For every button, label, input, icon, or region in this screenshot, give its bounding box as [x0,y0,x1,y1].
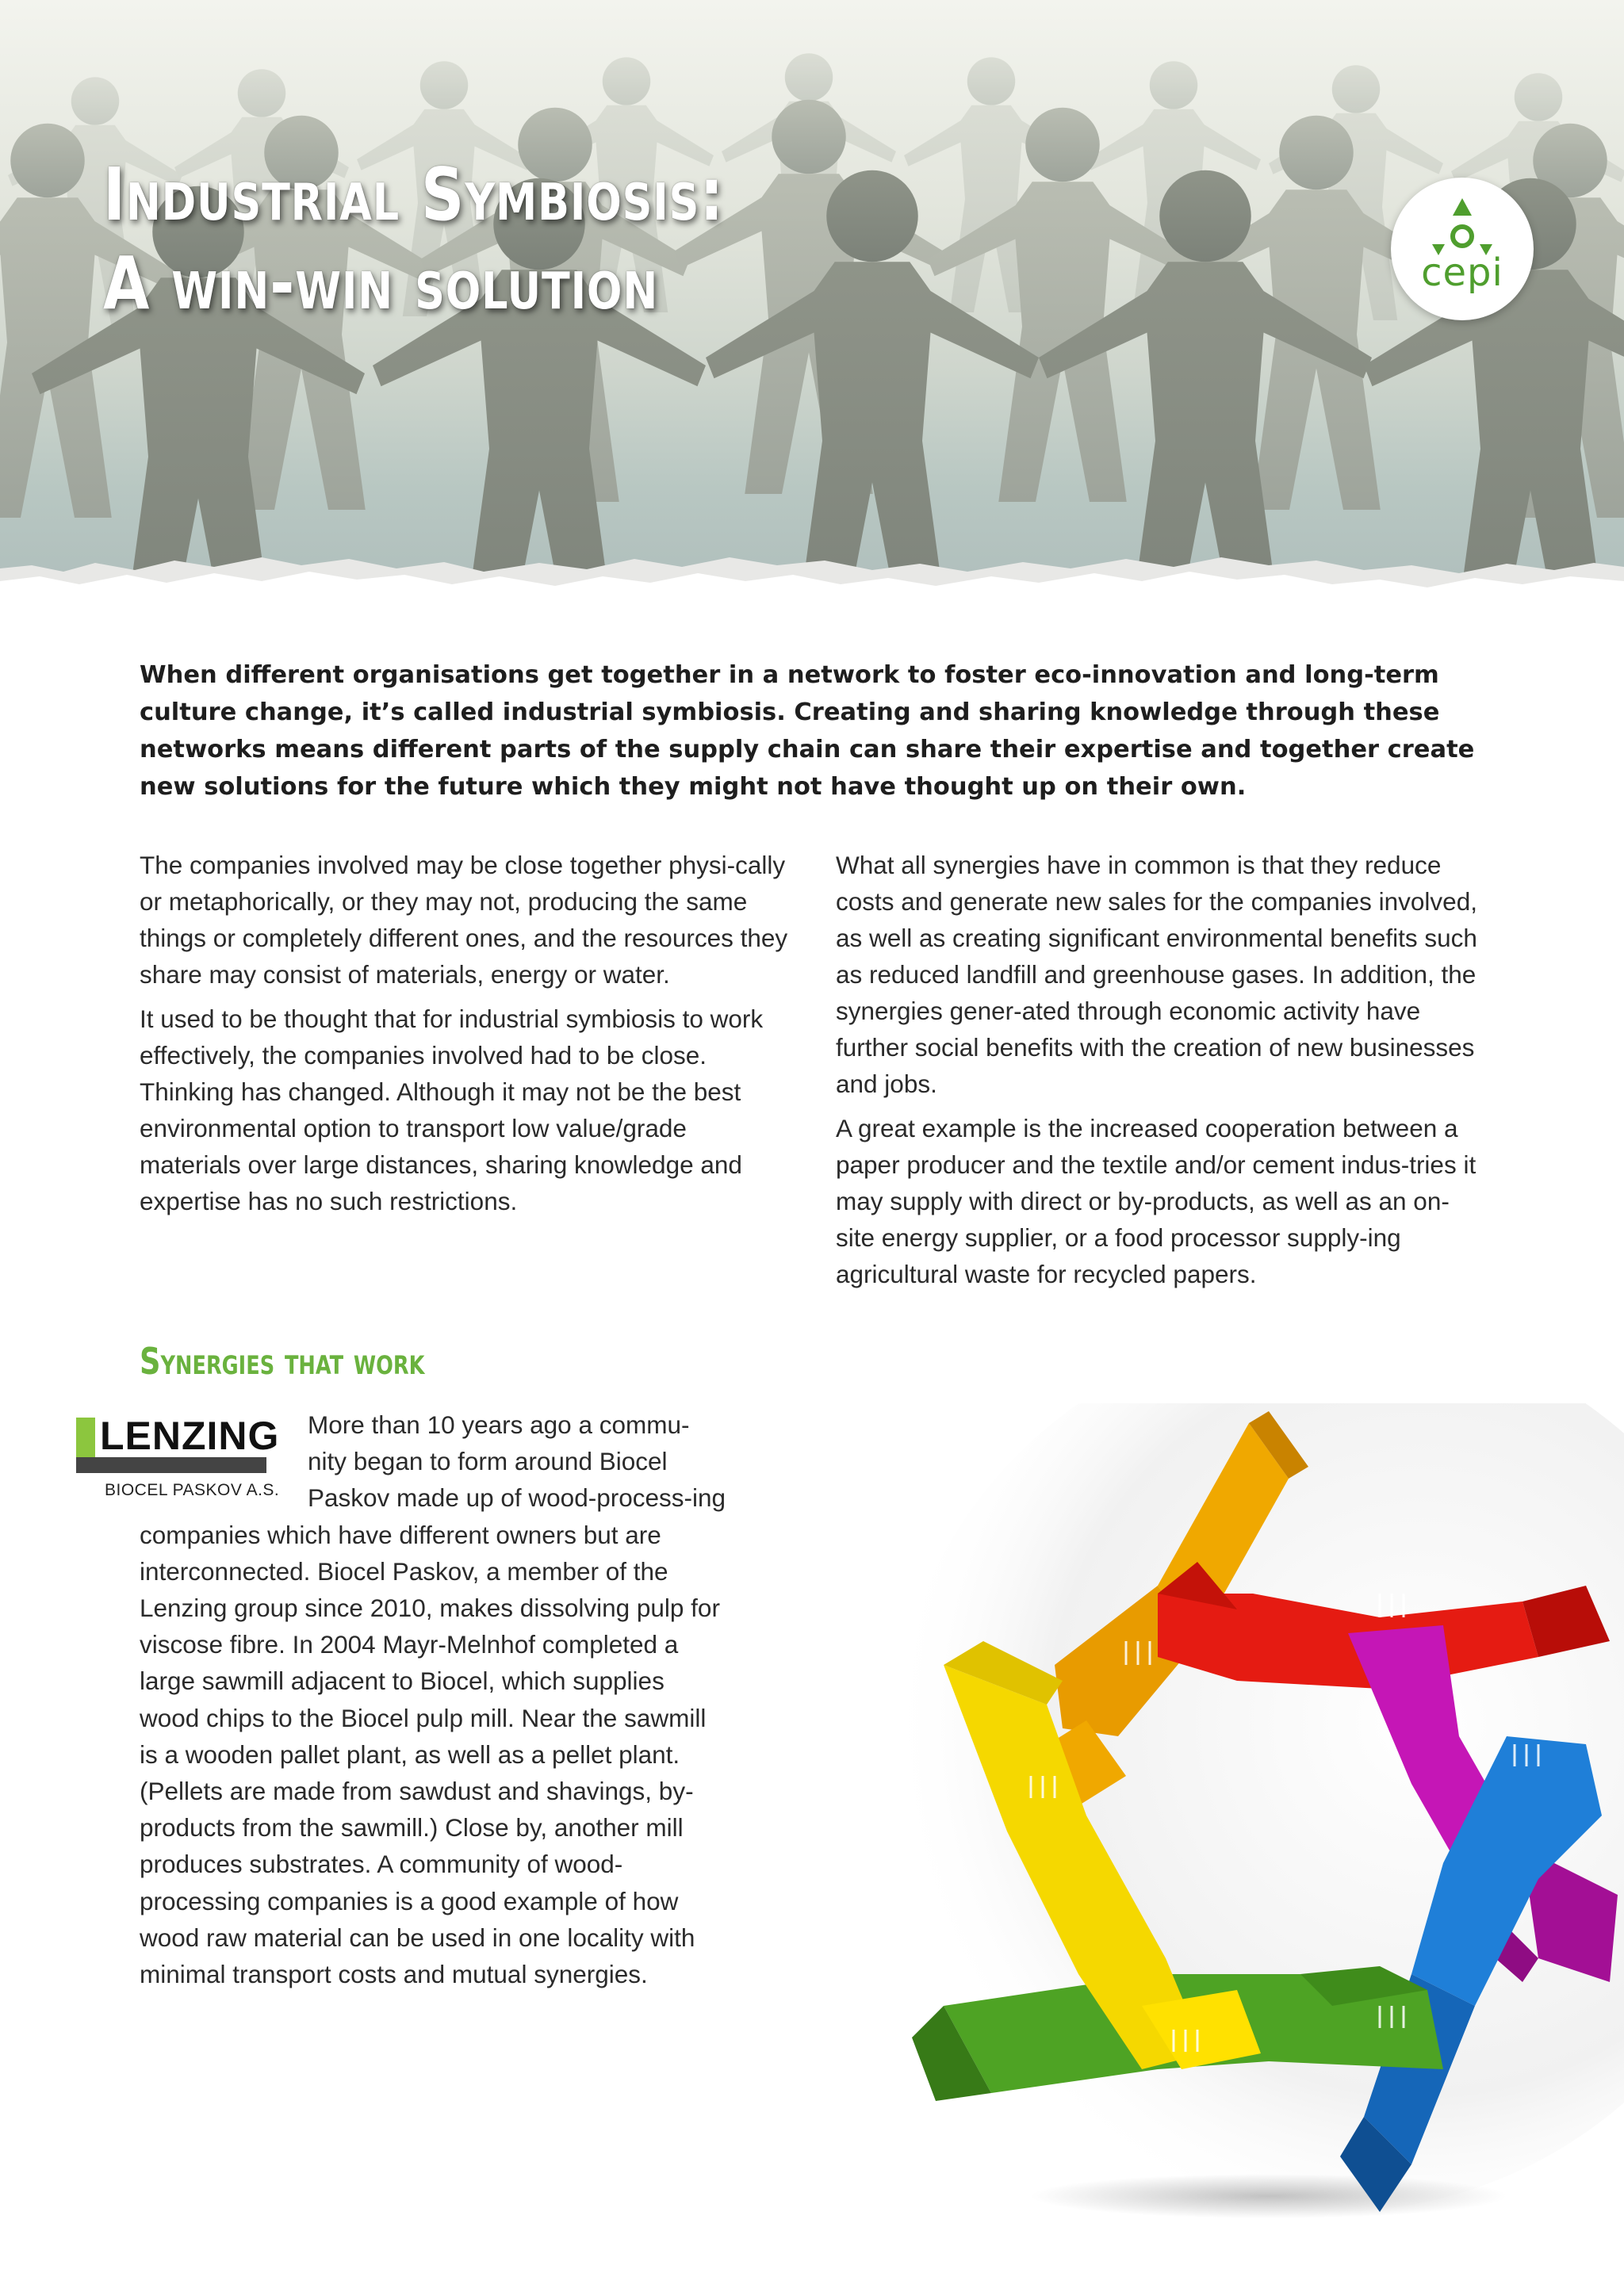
left-column [140,847,790,1227]
lenzing-logo-subtitle: BIOCEL PASKOV A.S. [105,1481,280,1499]
left-paragraph-2: It used to be thought that for industrial symbiosis to work effectively, the companies involved had to be close. Thinking has changed. Although it may not be the best environmental option to transport low value/grade materials over large distances, sharing knowledge and expertise has no such restrictions. [140,1004,764,1215]
title-line-2: A win-win solution [103,241,659,326]
hero-banner [0,0,1624,610]
cepi-logo-text: cepi [1421,251,1503,295]
right-paragraph-1: What all synergies have in common is that they reduce costs and generate new sales for the companies involved, as well as creating significant environmental benefits such as reduced landfill and greenhouse gases. In addition, the synergies gener-ated through economic activity have further social benefits with the creation of new businesses and jobs. [836,851,1477,1098]
title-line-1: Industrial Symbiosis: [103,152,725,237]
section-title: Synergies that work [140,1340,425,1383]
page-title [103,151,724,328]
lenzing-paragraph [140,1406,726,1992]
logo-float-spacer [140,1406,308,1510]
left-paragraph-1: The companies involved may be close together physi-cally or metaphorically, or they may not, producing the same things or completely different ones, and the resources they share may consist of materials, energy or water. [140,851,788,989]
lenzing-paragraph-text: More than 10 years ago a commu-nity began to form around Biocel Paskov made up of wood-process-ing companies which have different owners but are interconnected. Biocel Paskov, a member of the Lenzing group since 2010, makes dissolving pulp for viscose fibre. In 2004 Mayr-Melnhof completed a large sawmill adjacent to Biocel, which supplies wood chips to the Biocel pulp mill. Near the sawmill is a wooden pallet plant, as well as a pellet plant. (Pellets are made from sawdust and shavings, by-products from the sawmill.) Close by, another mill produces substrates. A community of wood-processing companies is a good example of how wood raw material can be used in one locality with minimal transport costs and mutual synergies. [140,1410,726,1989]
right-column [836,847,1486,1300]
lenzing-logo-green-bar [76,1418,95,1457]
cepi-triangle-icon [1391,178,1534,320]
cepi-logo [1391,178,1534,320]
torn-paper-edge [0,519,1624,610]
lenzing-logo-word: LENZING [100,1414,280,1458]
lead-paragraph: When different organisations get together in a network to foster eco-innovation and long-term culture change, it’s called industrial symbiosis. Creating and sharing knowledge through these networks means different parts of the supply chain can share their expertise and together create new solutions for the future which they might not have thought up on their own. [140,661,1475,801]
right-paragraph-2: A great example is the increased cooperation between a paper producer and the textile and/or cement indus-tries it may supply with direct or by-products, as well as an on-site energy supplier, or a food processor supply-ing agricultural waste for recycled papers. [836,1114,1477,1288]
colorful-hands-circle-illustration [825,1403,1624,2244]
lenzing-logo-dark-corner [76,1457,95,1473]
